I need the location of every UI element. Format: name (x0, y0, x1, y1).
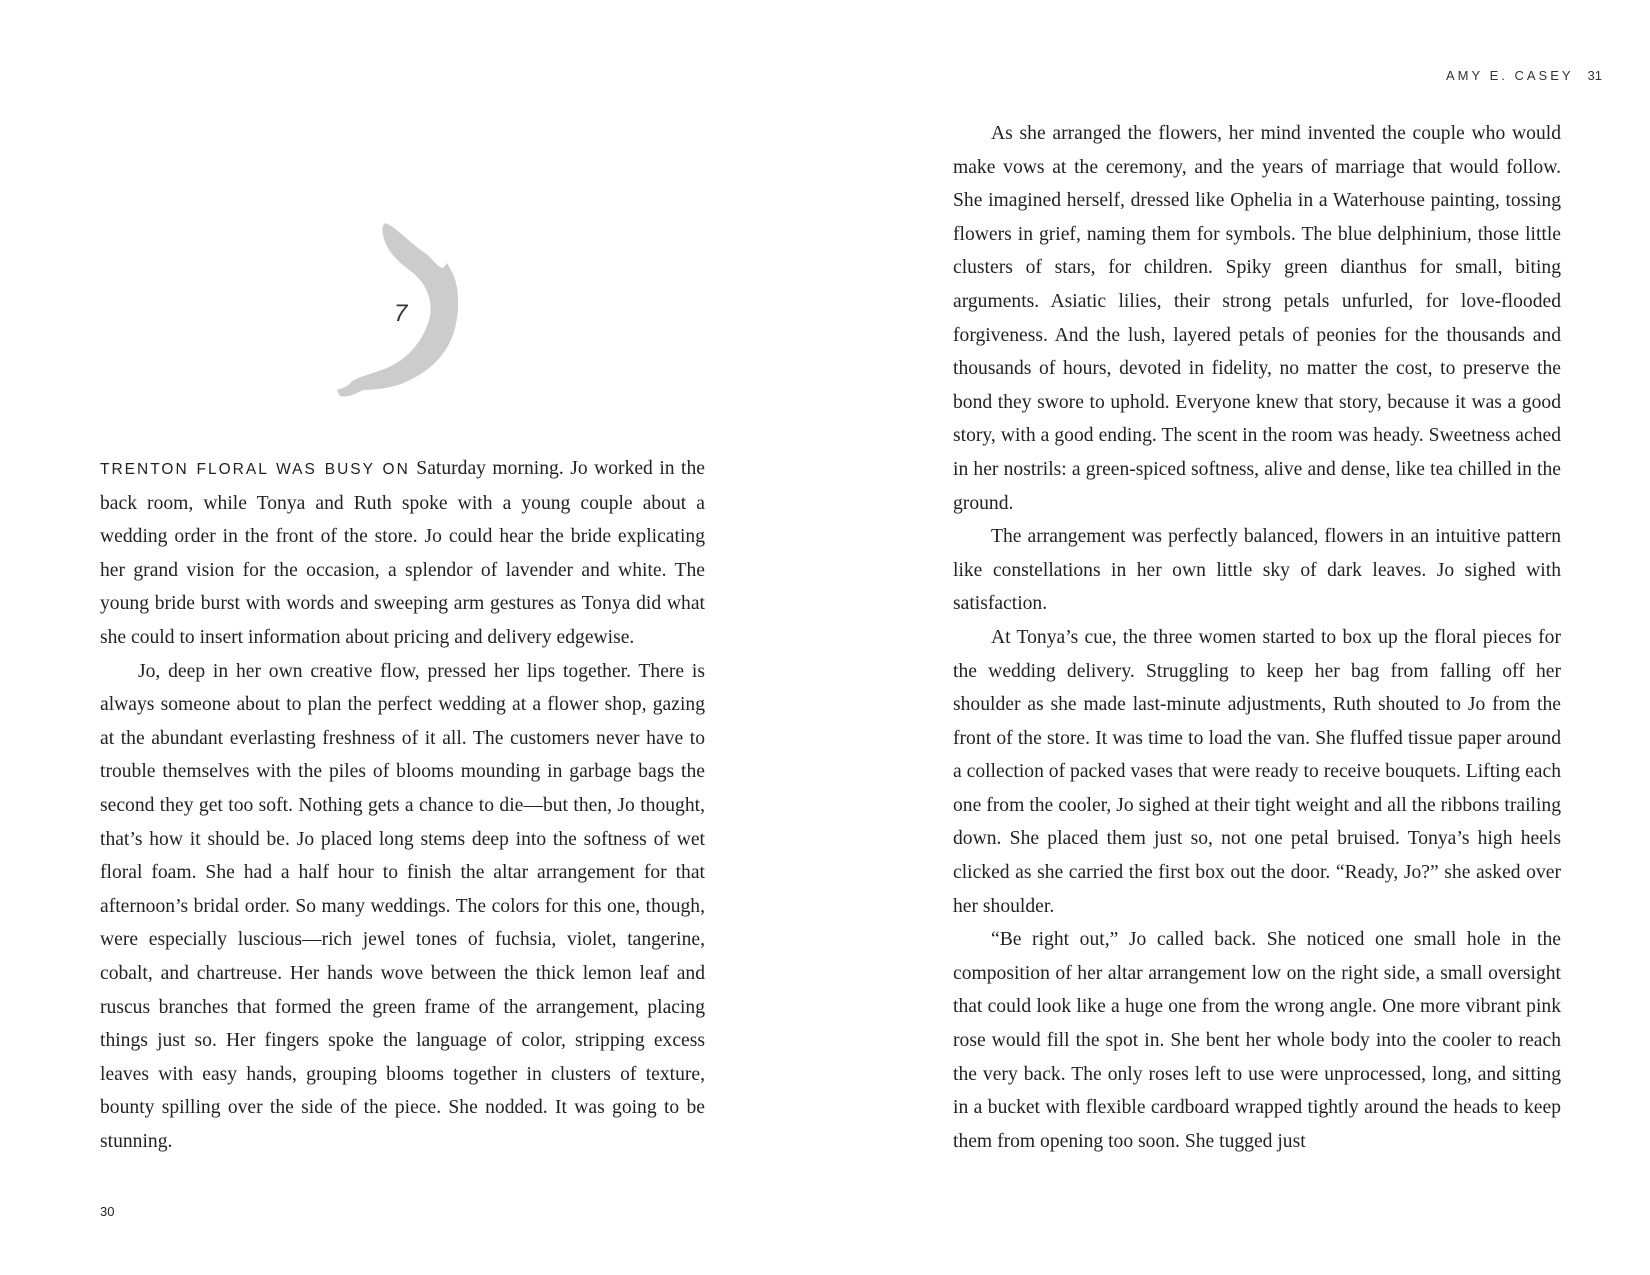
paragraph: At Tonya’s cue, the three women started to box up the floral pieces for the wedding delivery. Struggling to keep her bag from falling off her shoulder as she made last-minute adjustments, Ruth shouted to Jo from the front of the store. It was time to load the van. She fluffed tissue paper around a collection of packed vases that were ready to receive bouquets. Lifting each one from the cooler, Jo sighed at their tight weight and all the ribbons trailing down. She placed them just so, not one petal bruised. Tonya’s high heels clicked as she carried the first box out the door. “Ready, Jo?” she asked over her shoulder. (953, 626, 1561, 917)
paragraph: Jo, deep in her own creative flow, pressed her lips together. There is always someone about to plan the perfect wedding at a flower shop, gazing at the abundant everlasting freshness of it all. The customers never have to trouble themselves with the piles of blooms mounding in garbage bags the second they get too soft. Nothing gets a chance to die—but then, Jo thought, that’s how it should be. Jo placed long stems deep into the softness of wet floral foam. She had a half hour to finish the altar arrangement for that afternoon’s bridal order. So many weddings. The colors for this one, though, were especially luscious—rich jewel tones of fuchsia, violet, tangerine, cobalt, and chartreuse. Her hands wove between the thick lemon leaf and ruscus branches that formed the green frame of the arrangement, placing things just so. Her fingers spoke the language of color, stripping excess leaves with easy hands, grouping blooms together in clusters of texture, bounty spilling over the side of the piece. She nodded. It was going to be stunning. (100, 660, 705, 1152)
body-text (100, 452, 705, 1158)
right-page (825, 0, 1650, 1275)
paragraph: The arrangement was perfectly balanced, flowers in an intuitive pattern like constellations in her own little sky of dark leaves. Jo sighed with satisfaction. (953, 526, 1561, 615)
body-text (953, 117, 1561, 1158)
paragraph: “Be right out,” Jo called back. She noticed one small hole in the composition of her altar arrangement low on the right side, a small oversight that could look like a huge one from the wrong angle. One more vibrant pink rose would fill the spot in. She bent her whole body into the cooler to reach the very back. The only roses left to use were unprocessed, long, and sitting in a bucket with flexible cardboard wrapped tightly around the heads to keep them from opening too soon. She tugged just (953, 929, 1561, 1152)
page-number: 30 (100, 1204, 115, 1219)
chapter-number: 7 (394, 300, 408, 327)
paragraph-text: Saturday morning. Jo worked in the back room, while Tonya and Ruth spoke with a young couple about a wedding order in the front of the store. Jo could hear the bride explicating her grand vision for the occasion, a splendor of lavender and white. The young bride burst with words and sweeping arm gestures as Tonya did what she could to insert information about pricing and delivery edgewise. (100, 458, 705, 648)
running-head (1446, 68, 1602, 83)
author-name: AMY E. CASEY (1446, 68, 1574, 83)
chapter-lead-in: TRENTON FLORAL WAS BUSY ON (100, 461, 410, 478)
paragraph (100, 452, 705, 655)
page-number: 31 (1587, 68, 1602, 83)
paragraph: As she arranged the flowers, her mind invented the couple who would make vows at the ceremony, and the years of marriage that would follow. She imagined herself, dressed like Ophelia in a Waterhouse painting, tossing flowers in grief, naming them for symbols. The blue delphinium, those little clusters of stars, for children. Spiky green dianthus for small, biting arguments. Asiatic lilies, their strong petals unfurled, for love-flooded forgiveness. And the lush, layered petals of peonies for the thousands and thousands of hours, devoted in fidelity, no matter the cost, to preserve the bond they swore to uphold. Everyone knew that story, because it was a good story, with a good ending. The scent in the room was heady. Sweetness ached in her nostrils: a green-spiced softness, alive and dense, like tea chilled in the ground. (953, 123, 1561, 514)
